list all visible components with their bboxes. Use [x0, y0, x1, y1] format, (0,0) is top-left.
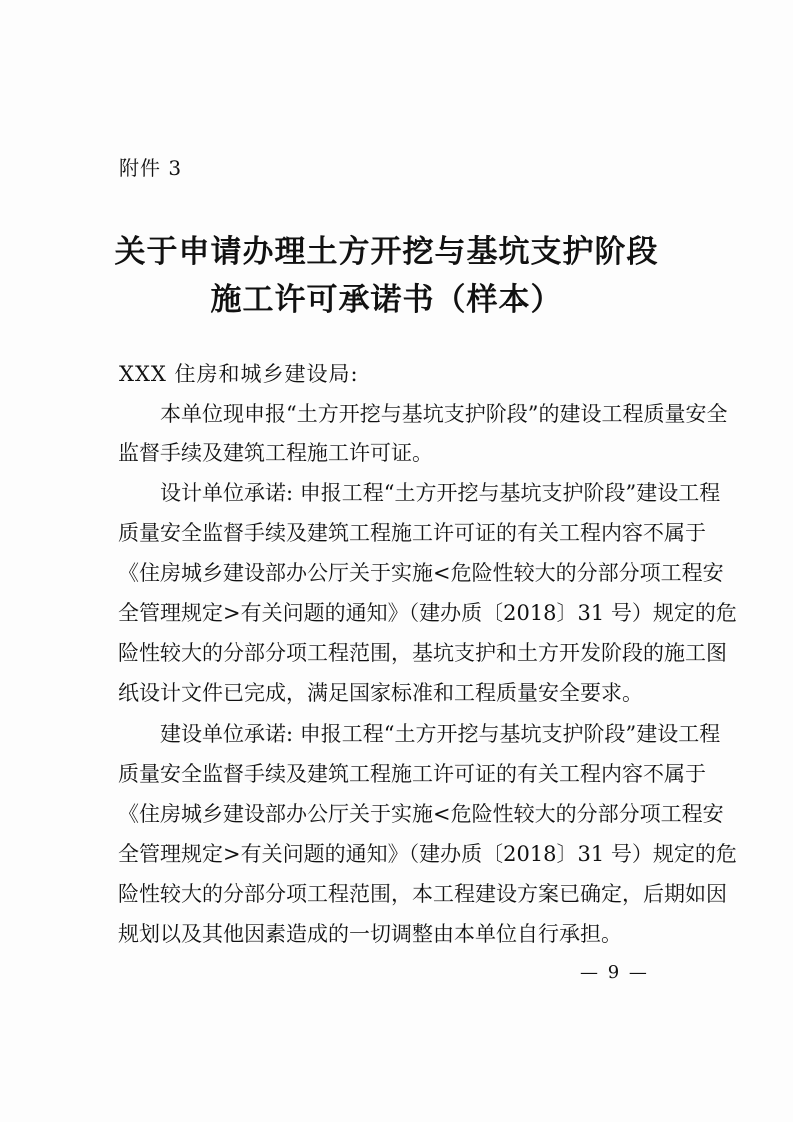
body-line: 规划以及其他因素造成的一切调整由本单位自行承担。 — [118, 922, 622, 946]
addressee: XXX 住房和城乡建设局: — [119, 362, 359, 386]
body-line: 全管理规定>有关问题的通知》（建办质〔2018〕31 号）规定的危 — [118, 601, 737, 625]
body-line: 监督手续及建筑工程施工许可证。 — [118, 441, 433, 465]
attachment-label: 附件 3 — [119, 156, 183, 180]
document-title-line-2: 施工许可承诺书（样本） — [210, 282, 563, 318]
body-line: 《住房城乡建设部办公厅关于实施<危险性较大的分部分项工程安 — [118, 802, 724, 826]
body-line: 全管理规定>有关问题的通知》（建办质〔2018〕31 号）规定的危 — [118, 842, 737, 866]
body-line: 质量安全监督手续及建筑工程施工许可证的有关工程内容不属于 — [118, 762, 706, 786]
body-line: 险性较大的分部分项工程范围，本工程建设方案已确定，后期如因 — [118, 882, 727, 906]
body-line: 质量安全监督手续及建筑工程施工许可证的有关工程内容不属于 — [118, 521, 706, 545]
body-line: 本单位现申报“土方开挖与基坑支护阶段”的建设工程质量安全 — [160, 402, 728, 426]
body-line: 纸设计文件已完成，满足国家标准和工程质量安全要求。 — [118, 681, 643, 705]
body-line: 险性较大的分部分项工程范围，基坑支护和土方开发阶段的施工图 — [118, 641, 727, 665]
body-line: 设计单位承诺: 申报工程“土方开挖与基坑支护阶段”建设工程 — [160, 481, 721, 505]
body-line: 《住房城乡建设部办公厅关于实施<危险性较大的分部分项工程安 — [118, 561, 724, 585]
body-line: 建设单位承诺: 申报工程“土方开挖与基坑支护阶段”建设工程 — [160, 722, 721, 746]
page-number: — 9 — — [580, 962, 649, 983]
document-title-line-1: 关于申请办理土方开挖与基坑支护阶段 — [114, 234, 659, 270]
